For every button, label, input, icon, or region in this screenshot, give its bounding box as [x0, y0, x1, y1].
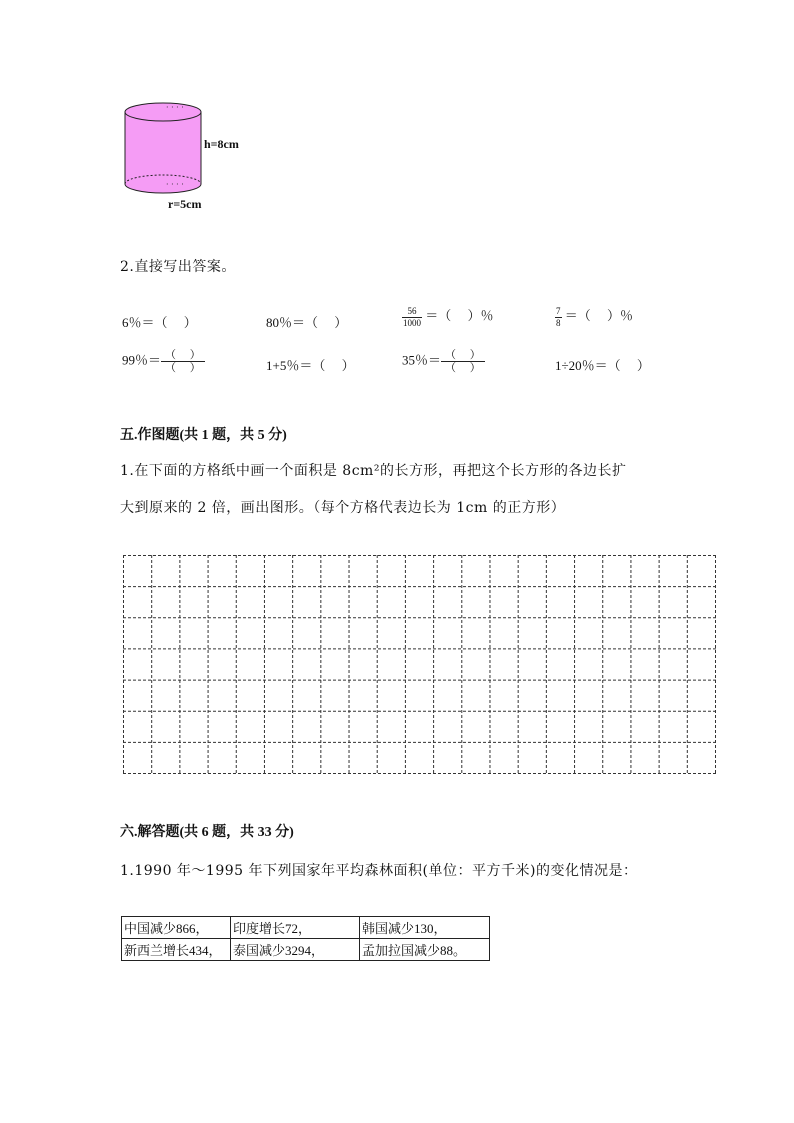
q2-title: 2.直接写出答案。: [120, 259, 236, 275]
table-row: [122, 917, 490, 939]
fraction-numerator: 7: [556, 305, 561, 316]
calc-prefix: 99％＝: [122, 352, 162, 368]
table-cell: 中国减少866，: [122, 917, 231, 939]
forest-change-table: [121, 916, 490, 961]
radius-label: r=5cm: [168, 197, 202, 211]
calc-item: 6％＝（ ）: [122, 315, 197, 330]
fraction-numerator: （ ）: [161, 349, 205, 362]
section-5-title: 五.作图题(共 1 题，共 5 分): [120, 428, 287, 443]
table-cell: 新西兰增长434，: [122, 939, 231, 961]
cylinder-top-ellipse: [125, 103, 201, 121]
section-6-title: 六.解答题(共 6 题，共 33 分): [120, 825, 294, 840]
fraction: [555, 306, 562, 329]
fraction-denominator: （ ）: [165, 362, 201, 374]
table-cell: 孟加拉国减少88。: [360, 939, 490, 961]
fraction: [161, 349, 205, 374]
calc-item: 1÷20％＝（ ）: [555, 358, 650, 373]
section-5-q1-line2: 大到原来的 2 倍，画出图形。（每个方格代表边长为 1cm 的正方形）: [120, 500, 566, 516]
calc-item: 1+5％＝（ ）: [266, 358, 355, 373]
calc-item-fraction: [402, 305, 494, 329]
calc-item-fraction: [555, 305, 633, 329]
calc-item-fraction: [122, 349, 205, 374]
cylinder-top-dots: · · · ·: [166, 103, 184, 112]
table-cell: 韩国减少130，: [360, 917, 490, 939]
fraction-denominator: （ ）: [445, 362, 481, 374]
calc-prefix: 35％＝: [402, 352, 442, 368]
height-label: h=8cm: [204, 137, 239, 151]
fraction-numerator: 56: [402, 306, 422, 318]
fraction-numerator: （ ）: [441, 349, 485, 362]
section-6-q1-text: 1.1990 年～1995 年下列国家年平均森林面积(单位：平方千米)的变化情况是：: [120, 863, 638, 879]
cylinder-bottom-dots: · · · ·: [166, 180, 184, 189]
calc-item: 80％＝（ ）: [266, 315, 348, 330]
calc-item-fraction: [402, 349, 485, 374]
table-cell: 印度增长72，: [231, 917, 360, 939]
fraction: [402, 306, 422, 329]
fraction-denominator: 8: [556, 317, 561, 328]
fraction: [441, 349, 485, 374]
fraction-denominator: 1000: [403, 317, 421, 328]
calc-rest: ＝（ ）％: [564, 308, 634, 323]
section-5-q1-line1: 1.在下面的方格纸中画一个面积是 8cm²的长方形，再把这个长方形的各边长扩: [120, 463, 627, 479]
grid-paper[interactable]: [123, 555, 716, 774]
table-row: [122, 939, 490, 961]
table-cell: 泰国减少3294，: [231, 939, 360, 961]
calc-rest: ＝（ ）％: [425, 308, 494, 323]
cylinder-body: [125, 112, 201, 193]
